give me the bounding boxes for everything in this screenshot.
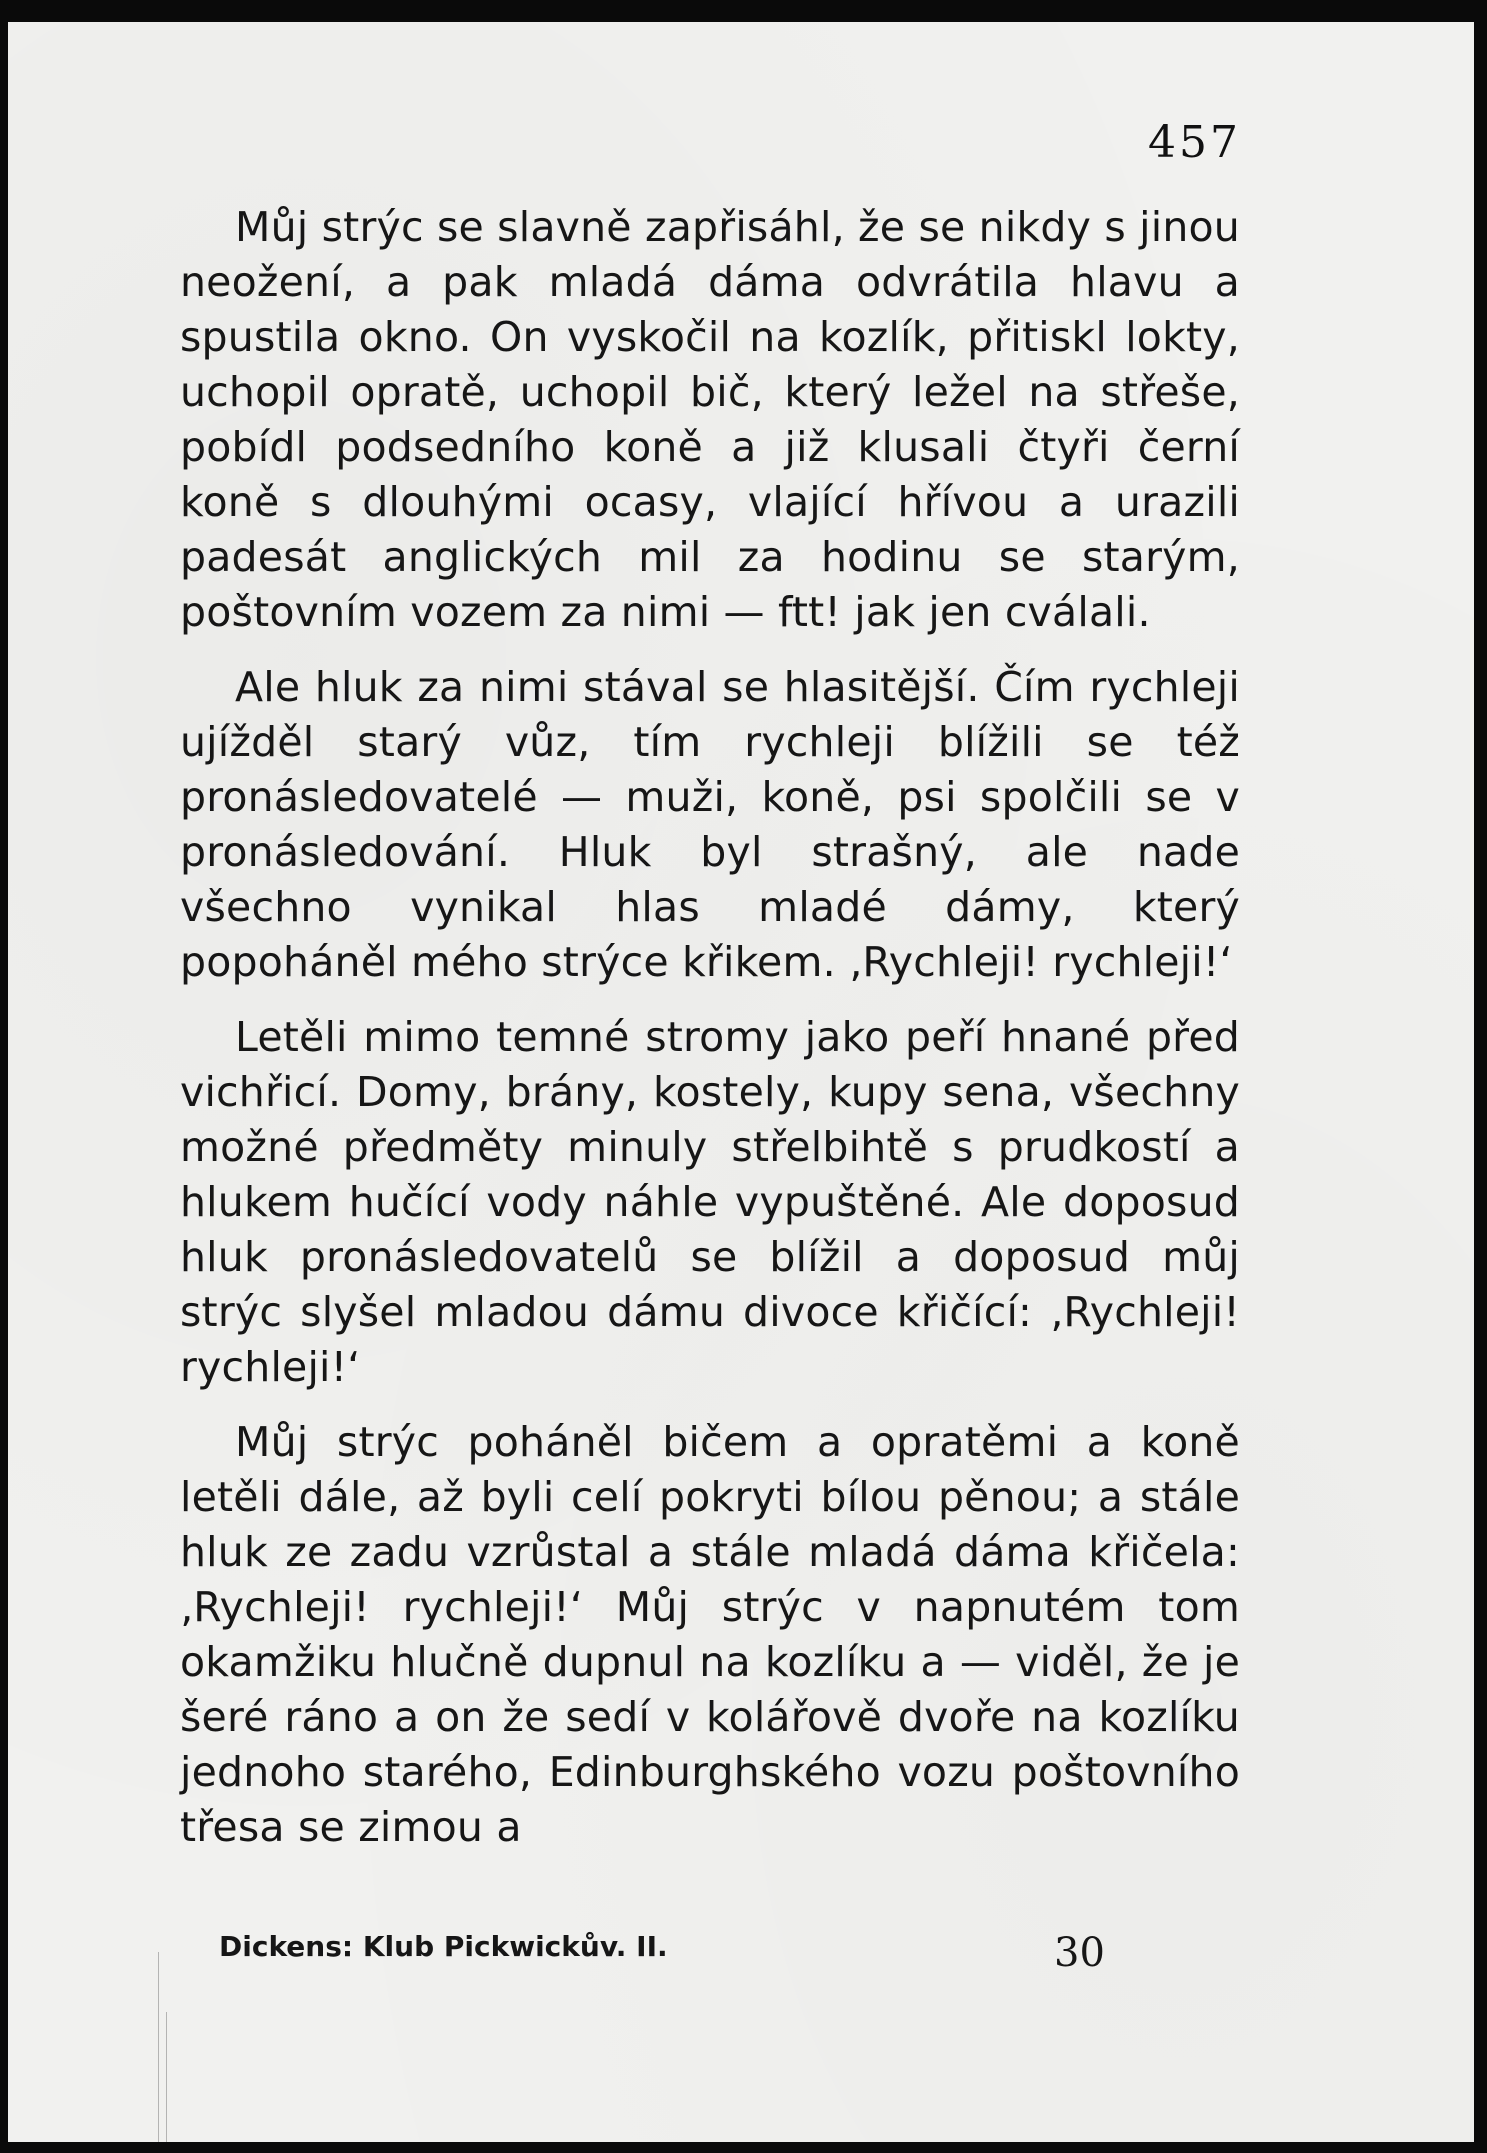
paragraph-1: Můj strýc se slavně zapřisáhl, že se nikdy s jinou neožení, a pak mladá dáma odvrátila hlavu a spustila okno. On vyskočil na kozlík, přitiskl lokty, uchopil opratě, uchopil bič, který ležel na střeše, pobídl podsedního koně a již klusali čtyři černí koně s dlouhými ocasy, vlající hřívou a urazili padesát anglických mil za hodinu se starým, poštovním vozem za nimi — ftt! jak jen cválali. [180, 203, 1240, 636]
paragraph-4: Můj strýc poháněl bičem a opratěmi a koně letěli dále, až byli celí pokryti bílou pěnou; a stále hluk ze zadu vzrůstal a stále mladá dáma křičela: ‚Rychleji! rychleji!‘ Můj strýc v napnutém tom okamžiku hlučně dupnul na kozlíku a — viděl, že je šeré ráno a on že sedí v kolářově dvoře na kozlíku jednoho starého, Edinburghského vozu poštovního třesa se zimou a [180, 1418, 1240, 1851]
book-page [8, 22, 1474, 2142]
paragraph-3: Letěli mimo temné stromy jako peří hnané před vichřicí. Domy, brány, kostely, kupy sena, všechny možné předměty minuly střelbihtě s prudkostí a hlukem hučící vody náhle vypuštěné. Ale doposud hluk pronásledovatelů se blížil a doposud můj strýc slyšel mladou dámu divoce křičící: ‚Rychleji! rychleji!‘ [180, 1013, 1240, 1391]
page-crease [158, 1952, 159, 2142]
paragraph-2: Ale hluk za nimi stával se hlasitější. Čím rychleji ujížděl starý vůz, tím rychleji blížili se též pronásledovatelé — muži, koně, psi spolčili se v pronásledování. Hluk byl strašný, ale nade všechno vynikal hlas mladé dámy, který popoháněl mého strýce křikem. ‚Rychleji! rychleji!‘ [180, 663, 1240, 986]
footer-source: Dickens: Klub Pickwickův. II. [219, 1930, 668, 1963]
page-number: 457 [1148, 117, 1241, 168]
body-text [180, 200, 1240, 1855]
page-crease [166, 2012, 167, 2142]
signature-mark: 30 [1054, 1930, 1105, 1976]
